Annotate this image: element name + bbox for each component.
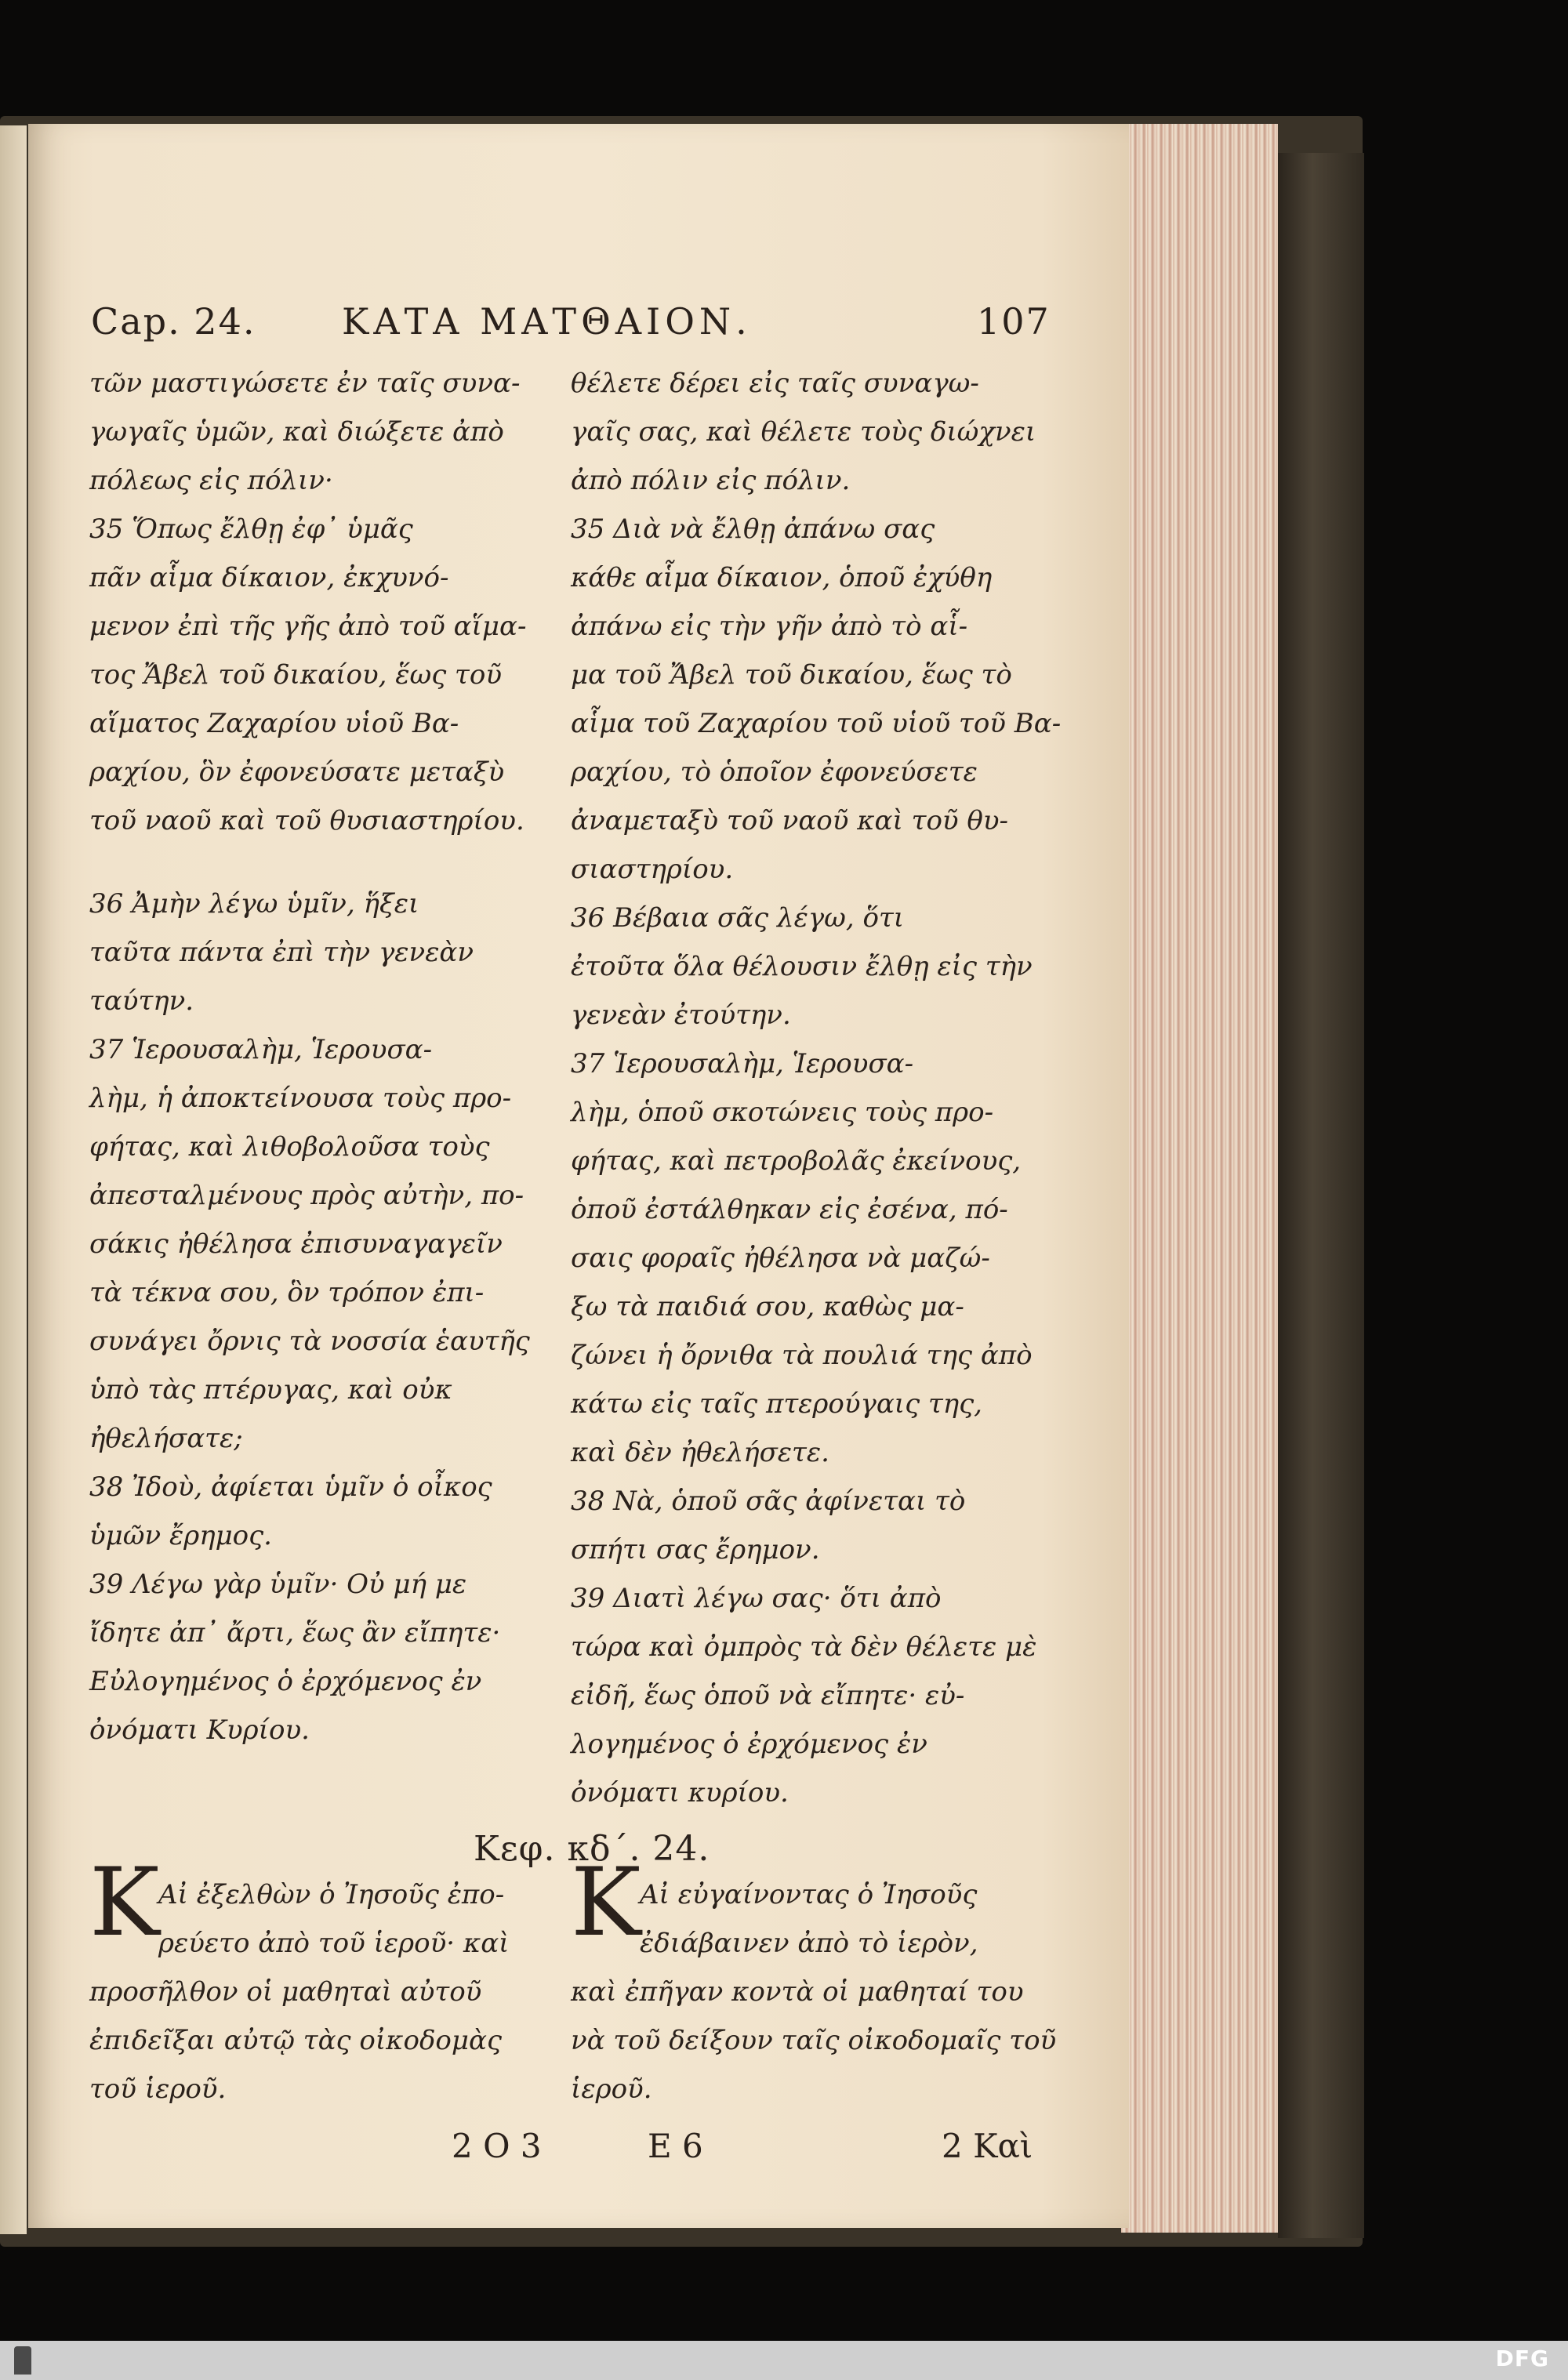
text-line: ραχίου, ὃν ἐφονεύσατε μεταξὺ <box>89 756 505 788</box>
previous-page-edge <box>0 125 27 2234</box>
text-line: λὴμ, ὁποῦ σκοτώνεις τοὺς προ- <box>571 1097 994 1128</box>
text-line: ὀνόματι Κυρίου. <box>89 1714 310 1746</box>
left-chapter-text <box>89 1870 509 2113</box>
text-line: γαῖς σας, καὶ θέλετε τοὺς διώχνει <box>571 416 1036 448</box>
text-line: τώρα καὶ ὀμπρὸς τὰ δὲν θέλετε μὲ <box>571 1631 1037 1663</box>
library-logo-icon <box>14 2346 31 2375</box>
text-line: ξω τὰ παιδιά σου, καθὼς μα- <box>571 1291 964 1322</box>
signature-mark: E 6 <box>648 2127 703 2165</box>
text-line: σιαστηρίου. <box>571 854 734 885</box>
page-title: ΚΑΤΑ ΜΑΤΘΑΙΟΝ. <box>342 300 752 343</box>
viewer-footer-bar <box>0 2341 1568 2380</box>
chapter-heading: Κεφ. κδ΄. 24. <box>474 1829 710 1869</box>
text-line: ρεύετο ἀπὸ τοῦ ἱεροῦ· καὶ <box>158 1928 510 1959</box>
text-line: Αἰ εὐγαίνοντας ὁ Ἰησοῦς <box>640 1879 978 1910</box>
dfg-watermark: DFG <box>1495 2346 1549 2371</box>
text-line: ὑμῶν ἔρημος. <box>89 1520 272 1551</box>
text-line: 35 Διὰ νὰ ἔλθῃ ἀπάνω σας <box>571 513 935 545</box>
text-line: κάτω εἰς ταῖς πτερούγαις της, <box>571 1388 982 1420</box>
book-page <box>28 124 1129 2228</box>
left-dropcap: Κ <box>89 1848 160 1957</box>
text-line: 36 Ἀμὴν λέγω ὑμῖν, ἥξει <box>89 888 419 920</box>
book-spine <box>1278 153 1364 2238</box>
text-line: 37 Ἱερουσαλὴμ, Ἱερουσα- <box>89 1034 433 1065</box>
text-line: νὰ τοῦ δείξουν ταῖς οἰκοδομαῖς τοῦ <box>571 2025 1057 2056</box>
text-line: ἀπὸ πόλιν εἰς πόλιν. <box>571 465 851 496</box>
text-line: ἐτοῦτα ὅλα θέλουσιν ἔλθῃ εἰς τὴν <box>571 951 1033 982</box>
text-line: 36 Βέβαια σᾶς λέγω, ὅτι <box>571 902 905 934</box>
text-line: γενεὰν ἐτούτην. <box>571 1000 791 1031</box>
text-line: ὁποῦ ἐστάλθηκαν εἰς ἐσένα, πό- <box>571 1194 1008 1225</box>
text-line: ἀναμεταξὺ τοῦ ναοῦ καὶ τοῦ θυ- <box>571 805 1009 836</box>
text-line: κάθε αἷμα δίκαιον, ὁποῦ ἐχύθη <box>571 562 993 593</box>
page-block-edges <box>1121 124 1278 2233</box>
text-line: ζώνει ἡ ὄρνιθα τὰ πουλιά της ἀπὸ <box>571 1340 1033 1371</box>
text-line: ἴδητε ἀπ᾽ ἄρτι, ἕως ἂν εἴπητε· <box>89 1617 501 1649</box>
text-line: ἱεροῦ. <box>571 2073 652 2105</box>
text-line: ἐδιάβαινεν ἀπὸ τὸ ἱερὸν, <box>640 1928 978 1959</box>
right-column-text <box>571 359 1061 1817</box>
text-line: 35 Ὅπως ἔλθῃ ἐφ᾽ ὑμᾶς <box>89 513 413 545</box>
text-line: Εὐλογημένος ὁ ἐρχόμενος ἐν <box>89 1666 482 1697</box>
text-line: αἵματος Ζαχαρίου υἱοῦ Βα- <box>89 708 459 739</box>
text-line: 38 Νὰ, ὁποῦ σᾶς ἀφίνεται τὸ <box>571 1486 966 1517</box>
text-line: σπήτι σας ἔρημον. <box>571 1534 820 1566</box>
text-line: ὑπὸ τὰς πτέρυγας, καὶ οὐκ <box>89 1374 452 1406</box>
text-line: 37 Ἱερουσαλὴμ, Ἱερουσα- <box>571 1048 914 1079</box>
text-line: συνάγει ὄρνις τὰ νοσσία ἑαυτῆς <box>89 1326 530 1357</box>
right-dropcap: Κ <box>571 1848 641 1957</box>
text-line: ταῦτα πάντα ἐπὶ τὴν γενεὰν <box>89 937 474 968</box>
text-line: 38 Ἰδοὺ, ἀφίεται ὑμῖν ὁ οἶκος <box>89 1471 492 1503</box>
text-line: λὴμ, ἡ ἀποκτείνουσα τοὺς προ- <box>89 1083 512 1114</box>
text-line: 39 Λέγω γὰρ ὑμῖν· Οὐ μή με <box>89 1569 467 1600</box>
text-line: τοῦ ἱεροῦ. <box>89 2073 227 2105</box>
text-line: ἀπάνω εἰς τὴν γῆν ἀπὸ τὸ αἷ- <box>571 611 968 642</box>
text-line: τὰ τέκνα σου, ὃν τρόπον ἐπι- <box>89 1277 485 1308</box>
text-line: λογημένος ὁ ἐρχόμενος ἐν <box>571 1729 927 1760</box>
text-line: μα τοῦ Ἄβελ τοῦ δικαίου, ἕως τὸ <box>571 659 1012 691</box>
text-line: εἰδῆ, ἕως ὁποῦ νὰ εἴπητε· εὐ- <box>571 1680 965 1711</box>
text-line: τος Ἄβελ τοῦ δικαίου, ἕως τοῦ <box>89 659 503 691</box>
left-column-text <box>89 359 530 1754</box>
paragraph-gap <box>89 845 530 880</box>
text-line: πᾶν αἷμα δίκαιον, ἐκχυνό- <box>89 562 449 593</box>
text-line: ὀνόματι κυρίου. <box>571 1777 789 1809</box>
right-chapter-text <box>571 1870 1056 2113</box>
text-line: αἷμα τοῦ Ζαχαρίου τοῦ υἱοῦ τοῦ Βα- <box>571 708 1062 739</box>
text-line: σαις φοραῖς ἠθέλησα νὰ μαζώ- <box>571 1243 990 1274</box>
text-line: ἠθελήσατε; <box>89 1423 243 1454</box>
text-line: ἐπιδεῖξαι αὐτῷ τὰς οἰκοδομὰς <box>89 2025 502 2056</box>
catchword: 2 Καὶ <box>942 2127 1033 2165</box>
text-line: προσῆλθον οἱ μαθηταὶ αὐτοῦ <box>89 1976 482 2008</box>
text-line: πόλεως εἰς πόλιν· <box>89 465 333 496</box>
text-line: φήτας, καὶ λιθοβολοῦσα τοὺς <box>89 1131 490 1163</box>
text-line: ταύτην. <box>89 985 194 1017</box>
chapter-reference: Cap. 24. <box>91 300 256 343</box>
text-line: τῶν μαστιγώσετε ἐν ταῖς συνα- <box>89 368 521 399</box>
text-line: Αἰ ἐξελθὼν ὁ Ἰησοῦς ἐπο- <box>158 1879 505 1910</box>
text-line: 39 Διατὶ λέγω σας· ὅτι ἀπὸ <box>571 1583 942 1614</box>
text-line: γωγαῖς ὑμῶν, καὶ διώξετε ἀπὸ <box>89 416 504 448</box>
text-line: μενον ἐπὶ τῆς γῆς ἀπὸ τοῦ αἵμα- <box>89 611 527 642</box>
text-line: καὶ ἐπῆγαν κοντὰ οἱ μαθηταί του <box>571 1976 1024 2008</box>
text-line: τοῦ ναοῦ καὶ τοῦ θυσιαστηρίου. <box>89 805 524 836</box>
text-line: ἀπεσταλμένους πρὸς αὐτὴν, πο- <box>89 1180 524 1211</box>
text-line: ραχίου, τὸ ὁποῖον ἐφονεύσετε <box>571 756 978 788</box>
page-number: 107 <box>977 300 1051 343</box>
text-line: φήτας, καὶ πετροβολᾶς ἐκείνους, <box>571 1145 1022 1177</box>
text-line: σάκις ἠθέλησα ἐπισυναγαγεῖν <box>89 1228 503 1260</box>
text-line: θέλετε δέρει εἰς ταῖς συναγω- <box>571 368 979 399</box>
folio-mark: 2 Ο 3 <box>452 2127 542 2165</box>
text-line: καὶ δὲν ἠθελήσετε. <box>571 1437 829 1468</box>
